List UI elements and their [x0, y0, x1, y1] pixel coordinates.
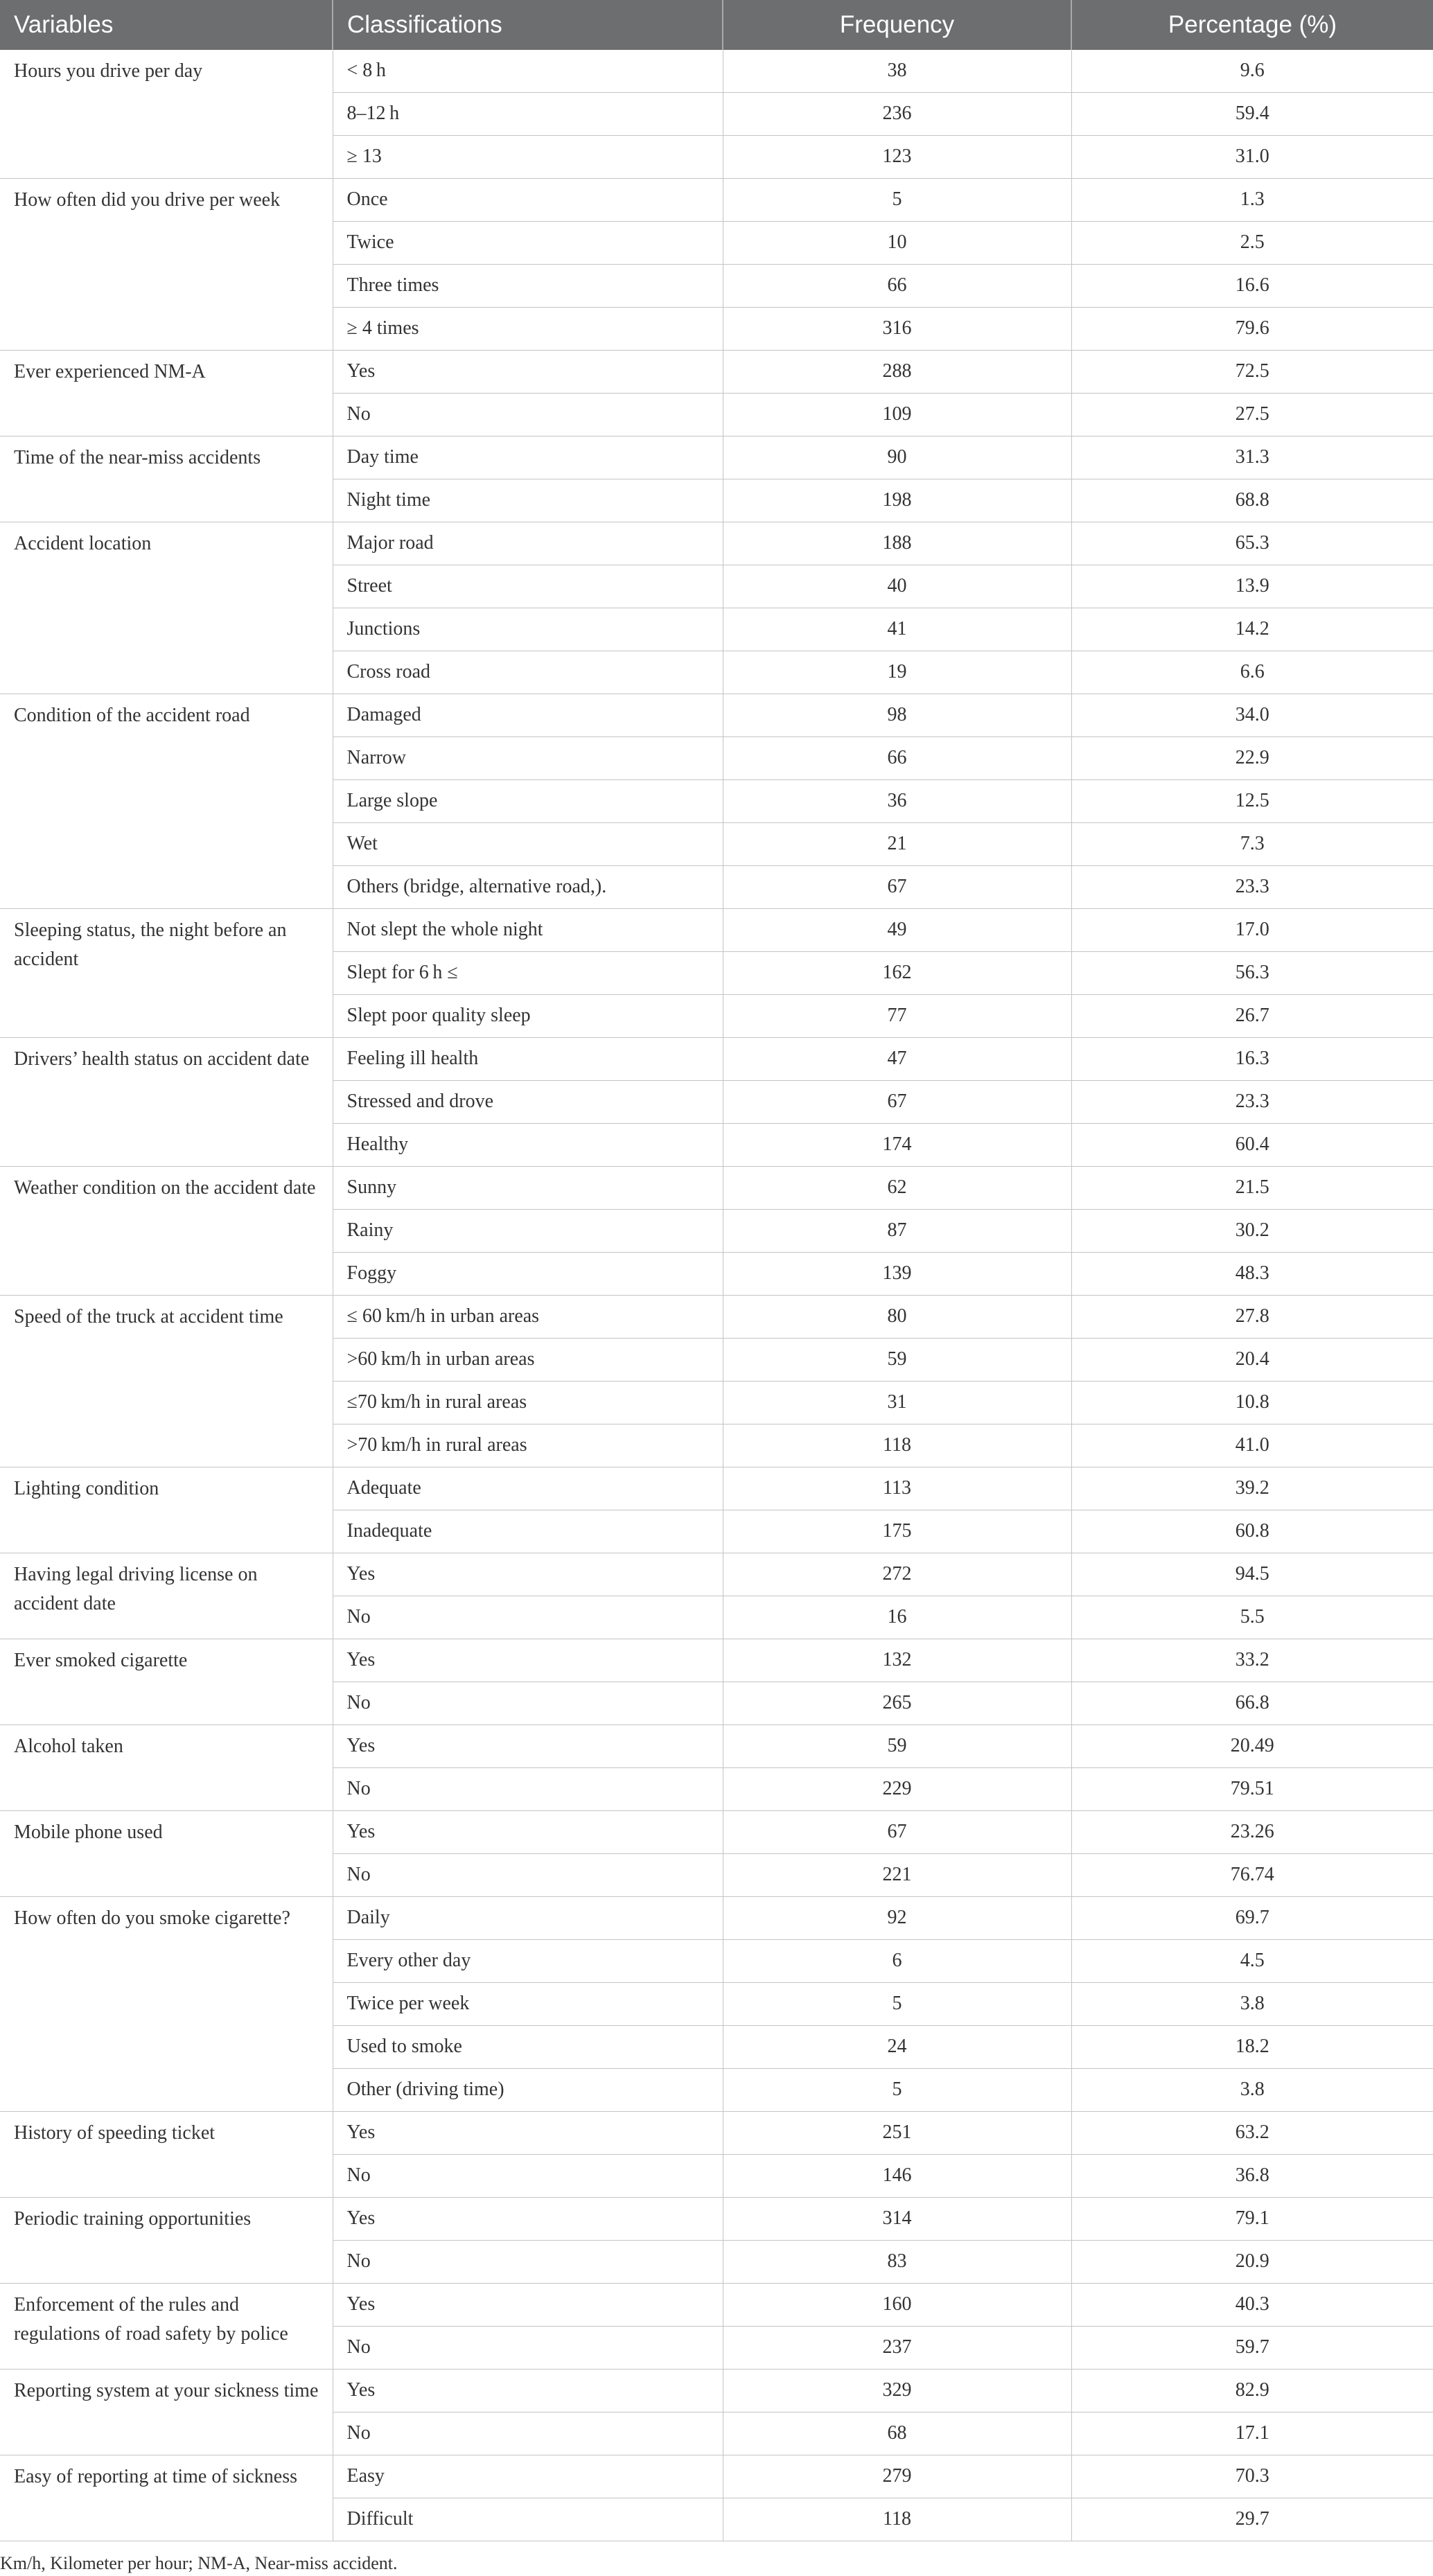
- variable-cell: Ever smoked cigarette: [0, 1639, 333, 1725]
- percentage-cell: 68.8: [1071, 479, 1433, 522]
- classification-cell: Not slept the whole night: [333, 909, 723, 952]
- percentage-cell: 41.0: [1071, 1424, 1433, 1467]
- classification-cell: Narrow: [333, 737, 723, 780]
- classification-cell: Yes: [333, 351, 723, 394]
- frequency-cell: 237: [723, 2327, 1071, 2370]
- percentage-cell: 31.0: [1071, 136, 1433, 179]
- classification-cell: Every other day: [333, 1940, 723, 1983]
- classification-cell: Twice per week: [333, 1983, 723, 2026]
- percentage-cell: 59.7: [1071, 2327, 1433, 2370]
- table-row: [0, 1639, 1433, 1682]
- frequency-cell: 5: [723, 2069, 1071, 2112]
- classification-cell: Yes: [333, 2198, 723, 2241]
- classification-cell: ≤ 60 km/h in urban areas: [333, 1296, 723, 1339]
- percentage-cell: 21.5: [1071, 1167, 1433, 1210]
- frequency-cell: 31: [723, 1382, 1071, 1424]
- frequency-cell: 59: [723, 1725, 1071, 1768]
- percentage-cell: 31.3: [1071, 436, 1433, 479]
- percentage-cell: 72.5: [1071, 351, 1433, 394]
- percentage-cell: 60.4: [1071, 1124, 1433, 1167]
- variable-cell: How often do you smoke cigarette?: [0, 1897, 333, 2112]
- classification-cell: No: [333, 1768, 723, 1811]
- percentage-cell: 82.9: [1071, 2370, 1433, 2412]
- percentage-cell: 20.9: [1071, 2241, 1433, 2284]
- percentage-cell: 14.2: [1071, 608, 1433, 651]
- percentage-cell: 36.8: [1071, 2155, 1433, 2198]
- variable-cell: Lighting condition: [0, 1467, 333, 1553]
- classification-cell: ≥ 4 times: [333, 308, 723, 351]
- table-row: [0, 2370, 1433, 2412]
- classification-cell: Easy: [333, 2455, 723, 2498]
- percentage-cell: 48.3: [1071, 1253, 1433, 1296]
- percentage-cell: 3.8: [1071, 2069, 1433, 2112]
- frequency-cell: 80: [723, 1296, 1071, 1339]
- frequency-cell: 113: [723, 1467, 1071, 1510]
- classification-cell: Slept for 6 h ≤: [333, 952, 723, 995]
- variable-cell: History of speeding ticket: [0, 2112, 333, 2198]
- frequency-cell: 265: [723, 1682, 1071, 1725]
- frequency-cell: 38: [723, 50, 1071, 93]
- variable-cell: Condition of the accident road: [0, 694, 333, 909]
- frequency-cell: 146: [723, 2155, 1071, 2198]
- variable-cell: Alcohol taken: [0, 1725, 333, 1811]
- table-row: [0, 1296, 1433, 1339]
- percentage-cell: 17.0: [1071, 909, 1433, 952]
- percentage-cell: 10.8: [1071, 1382, 1433, 1424]
- classification-cell: Difficult: [333, 2498, 723, 2541]
- frequency-cell: 49: [723, 909, 1071, 952]
- frequency-cell: 160: [723, 2284, 1071, 2327]
- frequency-cell: 92: [723, 1897, 1071, 1940]
- frequency-cell: 83: [723, 2241, 1071, 2284]
- classification-cell: ≥ 13: [333, 136, 723, 179]
- frequency-cell: 279: [723, 2455, 1071, 2498]
- frequency-cell: 139: [723, 1253, 1071, 1296]
- frequency-cell: 90: [723, 436, 1071, 479]
- percentage-cell: 27.5: [1071, 394, 1433, 436]
- percentage-cell: 6.6: [1071, 651, 1433, 694]
- percentage-cell: 20.4: [1071, 1339, 1433, 1382]
- frequency-cell: 36: [723, 780, 1071, 823]
- table-row: [0, 1553, 1433, 1596]
- percentage-cell: 2.5: [1071, 222, 1433, 265]
- frequency-cell: 19: [723, 651, 1071, 694]
- frequency-cell: 174: [723, 1124, 1071, 1167]
- frequency-cell: 118: [723, 1424, 1071, 1467]
- classification-cell: Healthy: [333, 1124, 723, 1167]
- table-row: [0, 694, 1433, 737]
- frequency-cell: 109: [723, 394, 1071, 436]
- frequency-cell: 198: [723, 479, 1071, 522]
- percentage-cell: 29.7: [1071, 2498, 1433, 2541]
- classification-cell: Once: [333, 179, 723, 222]
- classification-cell: Yes: [333, 1811, 723, 1854]
- frequency-cell: 87: [723, 1210, 1071, 1253]
- classification-cell: Yes: [333, 2370, 723, 2412]
- classification-cell: No: [333, 1854, 723, 1897]
- frequency-cell: 221: [723, 1854, 1071, 1897]
- classification-cell: No: [333, 2241, 723, 2284]
- classification-cell: Damaged: [333, 694, 723, 737]
- classification-cell: Large slope: [333, 780, 723, 823]
- variable-cell: Weather condition on the accident date: [0, 1167, 333, 1296]
- table-row: [0, 1167, 1433, 1210]
- classification-cell: Junctions: [333, 608, 723, 651]
- classification-cell: Yes: [333, 1639, 723, 1682]
- classification-cell: Daily: [333, 1897, 723, 1940]
- classification-cell: Sunny: [333, 1167, 723, 1210]
- percentage-cell: 40.3: [1071, 2284, 1433, 2327]
- frequency-cell: 24: [723, 2026, 1071, 2069]
- frequency-cell: 47: [723, 1038, 1071, 1081]
- classification-cell: Yes: [333, 1553, 723, 1596]
- table-row: [0, 1467, 1433, 1510]
- classification-cell: No: [333, 394, 723, 436]
- table-row: [0, 2198, 1433, 2241]
- percentage-cell: 34.0: [1071, 694, 1433, 737]
- percentage-cell: 59.4: [1071, 93, 1433, 136]
- frequency-cell: 229: [723, 1768, 1071, 1811]
- frequency-cell: 98: [723, 694, 1071, 737]
- frequency-cell: 6: [723, 1940, 1071, 1983]
- classification-cell: No: [333, 1682, 723, 1725]
- classification-cell: Others (bridge, alternative road,).: [333, 866, 723, 909]
- variable-cell: Hours you drive per day: [0, 50, 333, 179]
- frequency-cell: 5: [723, 1983, 1071, 2026]
- classification-cell: Cross road: [333, 651, 723, 694]
- classification-cell: Street: [333, 565, 723, 608]
- percentage-cell: 23.3: [1071, 1081, 1433, 1124]
- classification-cell: Slept poor quality sleep: [333, 995, 723, 1038]
- variable-cell: Drivers’ health status on accident date: [0, 1038, 333, 1167]
- classification-cell: Used to smoke: [333, 2026, 723, 2069]
- percentage-cell: 94.5: [1071, 1553, 1433, 1596]
- percentage-cell: 23.3: [1071, 866, 1433, 909]
- table-row: [0, 1811, 1433, 1854]
- header-variables: Variables: [0, 0, 333, 50]
- frequency-cell: 67: [723, 866, 1071, 909]
- variable-cell: Sleeping status, the night before an accident: [0, 909, 333, 1038]
- frequency-cell: 66: [723, 265, 1071, 308]
- table-row: [0, 522, 1433, 565]
- classification-cell: 8–12 h: [333, 93, 723, 136]
- header-row: [0, 0, 1433, 50]
- frequency-cell: 251: [723, 2112, 1071, 2155]
- classification-cell: No: [333, 1596, 723, 1639]
- percentage-cell: 76.74: [1071, 1854, 1433, 1897]
- table-footnote: Km/h, Kilometer per hour; NM-A, Near-miss accident.: [0, 2553, 398, 2573]
- classification-cell: Wet: [333, 823, 723, 866]
- variable-cell: Enforcement of the rules and regulations of road safety by police: [0, 2284, 333, 2370]
- frequency-cell: 16: [723, 1596, 1071, 1639]
- percentage-cell: 33.2: [1071, 1639, 1433, 1682]
- frequency-cell: 40: [723, 565, 1071, 608]
- classification-cell: Major road: [333, 522, 723, 565]
- percentage-cell: 1.3: [1071, 179, 1433, 222]
- classification-cell: Yes: [333, 2284, 723, 2327]
- variable-cell: Time of the near-miss accidents: [0, 436, 333, 522]
- frequency-cell: 66: [723, 737, 1071, 780]
- table-header: [0, 0, 1433, 50]
- frequency-cell: 5: [723, 179, 1071, 222]
- classification-cell: < 8 h: [333, 50, 723, 93]
- frequency-cell: 314: [723, 2198, 1071, 2241]
- table-row: [0, 2112, 1433, 2155]
- percentage-cell: 5.5: [1071, 1596, 1433, 1639]
- frequency-cell: 10: [723, 222, 1071, 265]
- table-row: [0, 909, 1433, 952]
- percentage-cell: 23.26: [1071, 1811, 1433, 1854]
- classification-cell: ≤70 km/h in rural areas: [333, 1382, 723, 1424]
- classification-cell: No: [333, 2155, 723, 2198]
- variable-cell: Accident location: [0, 522, 333, 694]
- header-classifications: Classifications: [333, 0, 723, 50]
- variable-cell: How often did you drive per week: [0, 179, 333, 351]
- percentage-cell: 20.49: [1071, 1725, 1433, 1768]
- frequency-cell: 67: [723, 1081, 1071, 1124]
- percentage-cell: 79.51: [1071, 1768, 1433, 1811]
- classification-cell: Stressed and drove: [333, 1081, 723, 1124]
- frequency-cell: 236: [723, 93, 1071, 136]
- percentage-cell: 69.7: [1071, 1897, 1433, 1940]
- classification-cell: No: [333, 2412, 723, 2455]
- frequency-cell: 123: [723, 136, 1071, 179]
- frequency-cell: 59: [723, 1339, 1071, 1382]
- percentage-cell: 79.6: [1071, 308, 1433, 351]
- frequency-cell: 41: [723, 608, 1071, 651]
- percentage-cell: 60.8: [1071, 1510, 1433, 1553]
- table-row: [0, 2455, 1433, 2498]
- classification-cell: Day time: [333, 436, 723, 479]
- percentage-cell: 63.2: [1071, 2112, 1433, 2155]
- percentage-cell: 26.7: [1071, 995, 1433, 1038]
- percentage-cell: 79.1: [1071, 2198, 1433, 2241]
- percentage-cell: 30.2: [1071, 1210, 1433, 1253]
- classification-cell: >60 km/h in urban areas: [333, 1339, 723, 1382]
- percentage-cell: 4.5: [1071, 1940, 1433, 1983]
- percentage-cell: 65.3: [1071, 522, 1433, 565]
- classification-cell: Foggy: [333, 1253, 723, 1296]
- frequency-cell: 118: [723, 2498, 1071, 2541]
- frequency-cell: 67: [723, 1811, 1071, 1854]
- table-row: [0, 436, 1433, 479]
- percentage-cell: 16.6: [1071, 265, 1433, 308]
- percentage-cell: 13.9: [1071, 565, 1433, 608]
- percentage-cell: 17.1: [1071, 2412, 1433, 2455]
- frequency-cell: 68: [723, 2412, 1071, 2455]
- table-row: [0, 1725, 1433, 1768]
- variable-cell: Mobile phone used: [0, 1811, 333, 1897]
- header-percentage: Percentage (%): [1071, 0, 1433, 50]
- classification-cell: Night time: [333, 479, 723, 522]
- classification-cell: Twice: [333, 222, 723, 265]
- frequency-cell: 316: [723, 308, 1071, 351]
- frequency-cell: 132: [723, 1639, 1071, 1682]
- percentage-cell: 16.3: [1071, 1038, 1433, 1081]
- percentage-cell: 22.9: [1071, 737, 1433, 780]
- percentage-cell: 66.8: [1071, 1682, 1433, 1725]
- percentage-cell: 7.3: [1071, 823, 1433, 866]
- percentage-cell: 3.8: [1071, 1983, 1433, 2026]
- percentage-cell: 39.2: [1071, 1467, 1433, 1510]
- classification-cell: Yes: [333, 2112, 723, 2155]
- table-row: [0, 50, 1433, 93]
- frequency-cell: 21: [723, 823, 1071, 866]
- frequency-cell: 175: [723, 1510, 1071, 1553]
- classification-cell: Rainy: [333, 1210, 723, 1253]
- classification-cell: Inadequate: [333, 1510, 723, 1553]
- classification-cell: Yes: [333, 1725, 723, 1768]
- classification-cell: No: [333, 2327, 723, 2370]
- frequency-cell: 272: [723, 1553, 1071, 1596]
- table-row: [0, 1897, 1433, 1940]
- table-row: [0, 179, 1433, 222]
- variable-cell: Reporting system at your sickness time: [0, 2370, 333, 2455]
- percentage-cell: 9.6: [1071, 50, 1433, 93]
- frequency-cell: 329: [723, 2370, 1071, 2412]
- frequency-cell: 188: [723, 522, 1071, 565]
- classification-cell: >70 km/h in rural areas: [333, 1424, 723, 1467]
- classification-cell: Three times: [333, 265, 723, 308]
- classification-cell: Other (driving time): [333, 2069, 723, 2112]
- frequency-cell: 77: [723, 995, 1071, 1038]
- percentage-cell: 12.5: [1071, 780, 1433, 823]
- table-row: [0, 351, 1433, 394]
- classification-cell: Adequate: [333, 1467, 723, 1510]
- variable-cell: Ever experienced NM-A: [0, 351, 333, 436]
- table-row: [0, 1038, 1433, 1081]
- percentage-cell: 56.3: [1071, 952, 1433, 995]
- variable-cell: Periodic training opportunities: [0, 2198, 333, 2284]
- classification-cell: Feeling ill health: [333, 1038, 723, 1081]
- variable-cell: Easy of reporting at time of sickness: [0, 2455, 333, 2541]
- frequency-cell: 62: [723, 1167, 1071, 1210]
- variable-cell: Speed of the truck at accident time: [0, 1296, 333, 1467]
- variable-cell: Having legal driving license on accident date: [0, 1553, 333, 1639]
- percentage-cell: 27.8: [1071, 1296, 1433, 1339]
- frequency-cell: 162: [723, 952, 1071, 995]
- table-row: [0, 2284, 1433, 2327]
- table-body: [0, 50, 1433, 2541]
- frequency-cell: 288: [723, 351, 1071, 394]
- percentage-cell: 18.2: [1071, 2026, 1433, 2069]
- header-frequency: Frequency: [723, 0, 1071, 50]
- percentage-cell: 70.3: [1071, 2455, 1433, 2498]
